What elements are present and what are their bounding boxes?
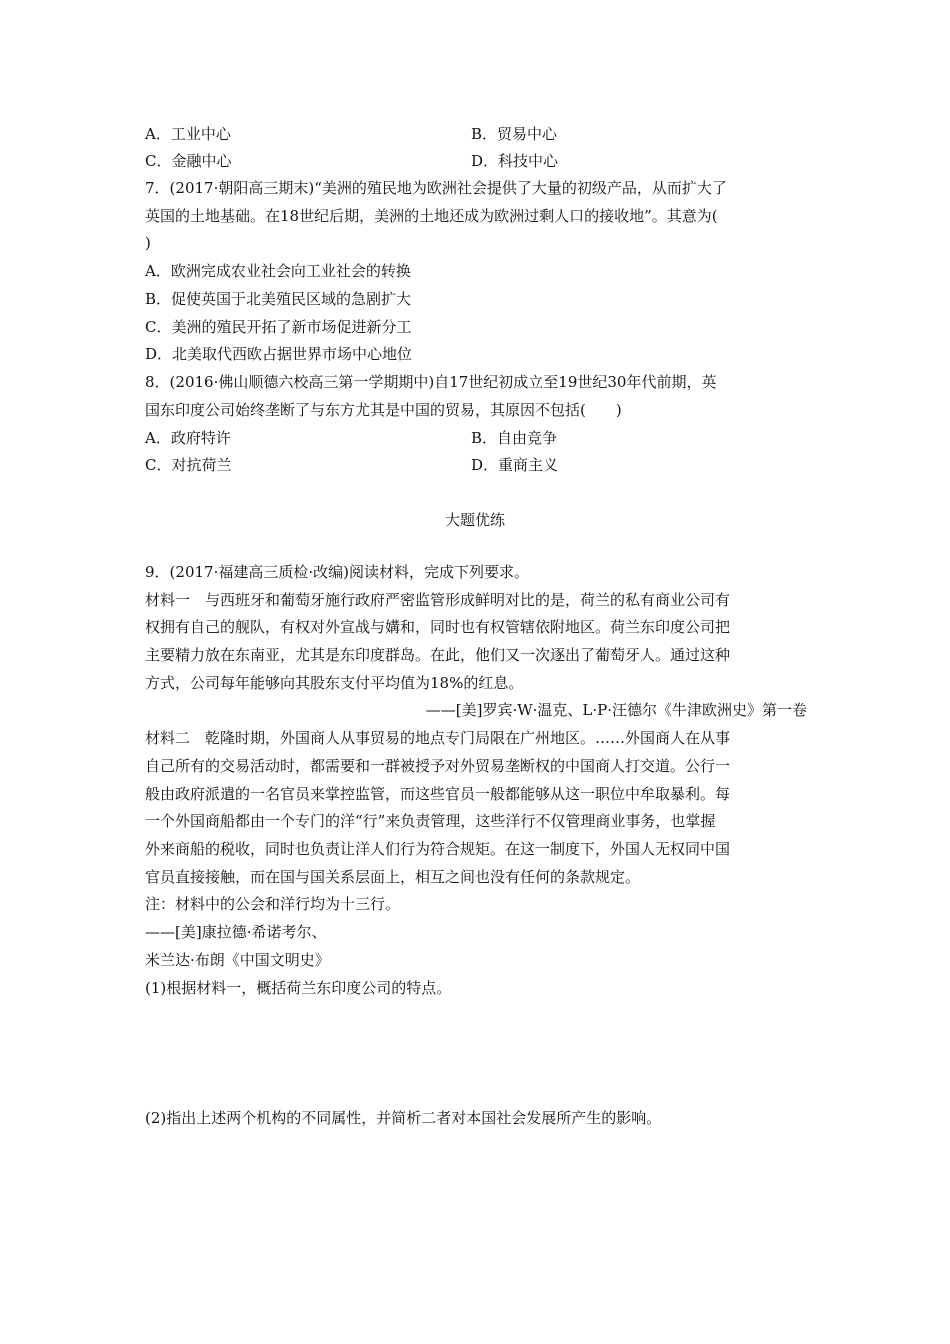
q6-option-b: B．贸易中心 xyxy=(471,125,558,143)
q7-stem-line: 英国的土地基础。在18世纪后期，美洲的土地还成为欧洲过剩人口的接收地”。其意为( xyxy=(145,207,718,225)
q7-option-a: A．欧洲完成农业社会向工业社会的转换 xyxy=(145,262,411,280)
material1-line: 权拥有自己的舰队，有权对外宣战与媾和，同时也有权管辖依附地区。荷兰东印度公司把 xyxy=(145,618,731,636)
material1-line: 主要精力放在东南亚，尤其是东印度群岛。在此，他们又一次逐出了葡萄牙人。通过这种 xyxy=(145,646,731,664)
q8-option-d: D．重商主义 xyxy=(471,456,559,474)
q9-subquestion-1: (1)根据材料一，概括荷兰东印度公司的特点。 xyxy=(145,979,452,997)
q6-option-a: A．工业中心 xyxy=(145,125,231,143)
q8-option-a: A．政府特许 xyxy=(145,429,231,447)
q7-stem-line: ) xyxy=(145,234,151,252)
material2-line: 材料二 乾隆时期，外国商人从事贸易的地点专门局限在广州地区。……外国商人在从事 xyxy=(145,729,731,747)
material-note: 注：材料中的公会和洋行均为十三行。 xyxy=(145,895,401,913)
material2-line: 一个外国商船都由一个专门的洋“行”来负责管理，这些洋行不仅管理商业事务，也掌握 xyxy=(145,812,716,830)
q9-stem: 9．(2017·福建高三质检·改编)阅读材料，完成下列要求。 xyxy=(145,563,529,581)
q8-stem-line: 8．(2016·佛山顺德六校高三第一学期期中)自17世纪初成立至19世纪30年代前期，英 xyxy=(145,373,717,391)
material2-line: 自己所有的交易活动时，都需要和一群被授予对外贸易垄断权的中国商人打交道。公行一 xyxy=(145,757,731,775)
material2-line: 外来商船的税收，同时也负责让洋人们行为符合规矩。在这一制度下，外国人无权同中国 xyxy=(145,840,731,858)
material2-line: 官员直接接触，而在国与国关系层面上，相互之间也没有任何的条款规定。 xyxy=(145,868,641,886)
q9-subquestion-2: (2)指出上述两个机构的不同属性，并简析二者对本国社会发展所产生的影响。 xyxy=(145,1109,662,1127)
q7-option-b: B．促使英国于北美殖民区域的急剧扩大 xyxy=(145,290,412,308)
material2-source-line: 米兰达·布朗《中国文明史》 xyxy=(145,951,330,969)
q8-stem-line: 国东印度公司始终垄断了与东方尤其是中国的贸易，其原因不包括( ) xyxy=(145,401,622,419)
q7-stem-line: 7．(2017·朝阳高三期末)“美洲的殖民地为欧洲社会提供了大量的初级产品，从而扩大了 xyxy=(145,179,727,197)
material1-line: 材料一 与西班牙和葡萄牙施行政府严密监管形成鲜明对比的是，荷兰的私有商业公司有 xyxy=(145,591,731,609)
q7-option-c: C．美洲的殖民开拓了新市场促进新分工 xyxy=(145,318,412,336)
q7-option-d: D．北美取代西欧占据世界市场中心地位 xyxy=(145,345,413,363)
q6-option-c: C．金融中心 xyxy=(145,152,232,170)
material1-line: 方式，公司每年能够向其股东支付平均值为18%的红息。 xyxy=(145,674,524,692)
material2-line: 般由政府派遣的一名官员来掌控监管，而这些官员一般都能够从这一职位中牟取暴利。每 xyxy=(145,785,731,803)
material1-source: ——[美]罗宾·W·温克、L·P·汪德尔《牛津欧洲史》第一卷 xyxy=(425,701,807,719)
q8-option-b: B．自由竞争 xyxy=(471,429,558,447)
q8-option-c: C．对抗荷兰 xyxy=(145,456,232,474)
material2-source-line: ——[美]康拉德·希诺考尔、 xyxy=(145,923,327,941)
q6-option-d: D．科技中心 xyxy=(471,152,559,170)
section-title: 大题优练 xyxy=(444,511,505,529)
